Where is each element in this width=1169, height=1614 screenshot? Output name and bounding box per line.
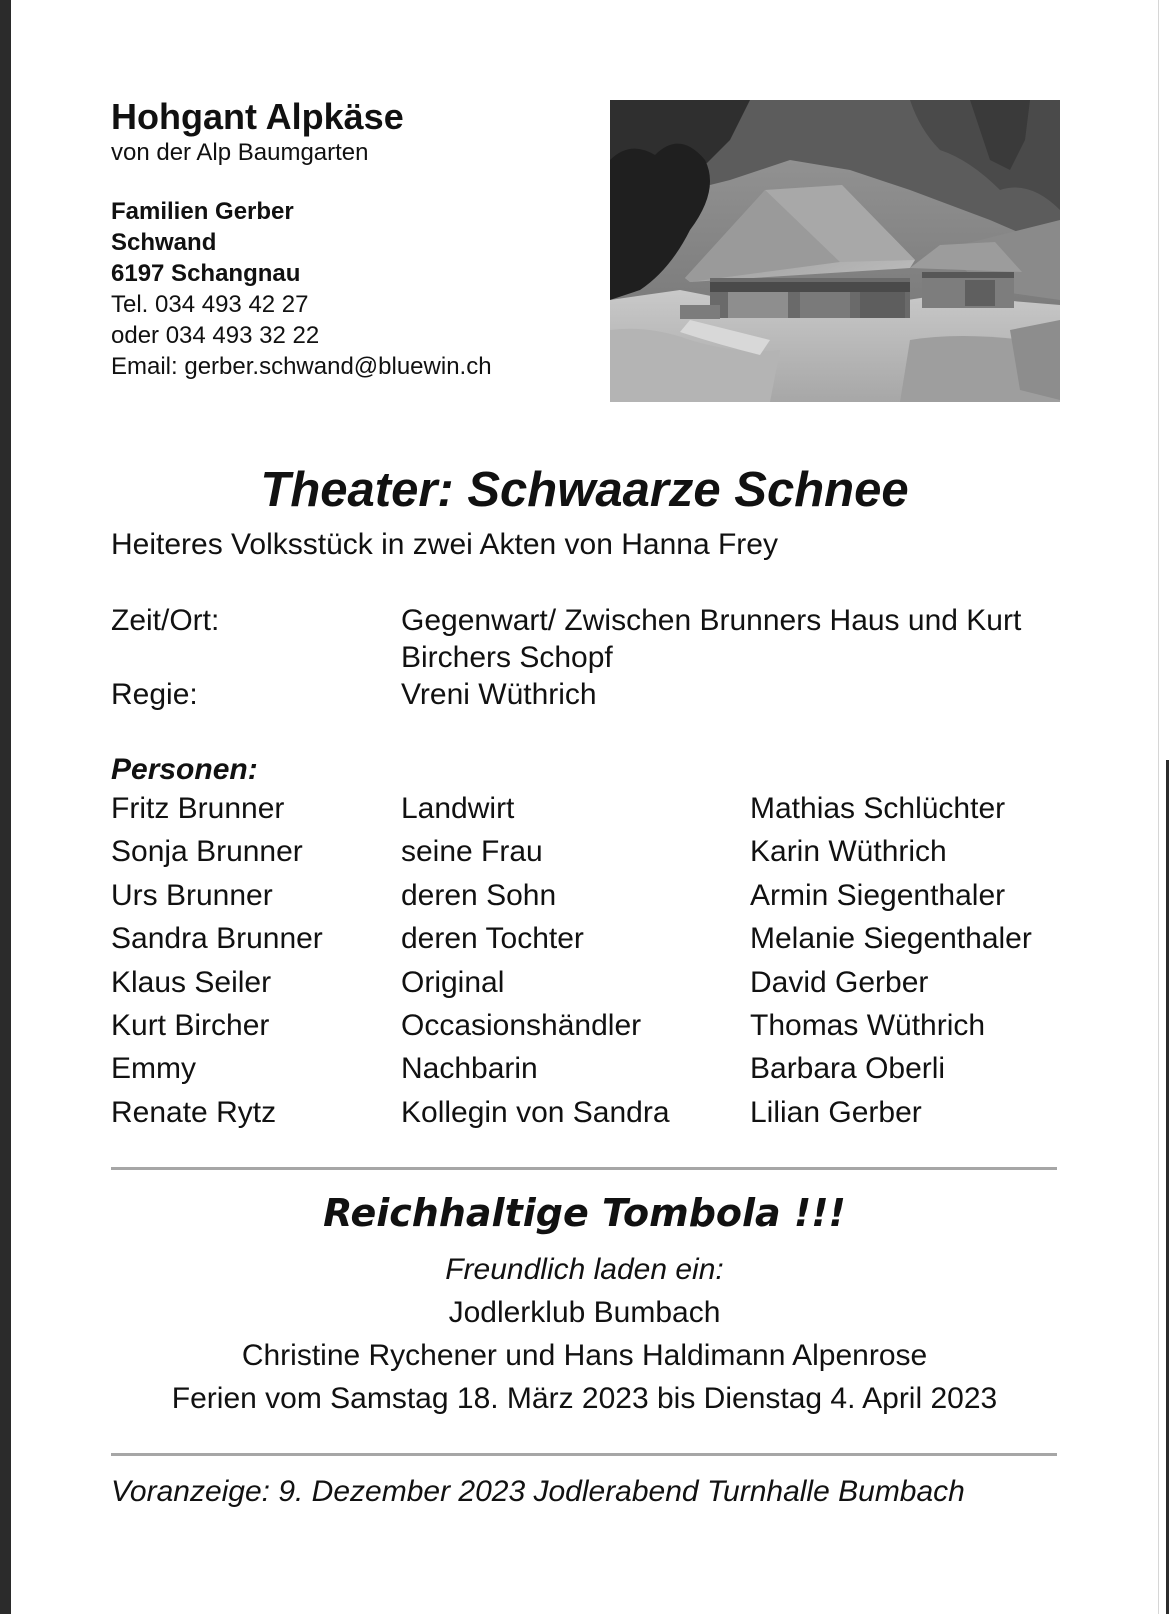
cast-character: Fritz Brunner: [111, 792, 285, 825]
cast-role: deren Sohn: [401, 878, 557, 912]
invitation-block: [0, 1248, 1169, 1420]
cast-row: [111, 1006, 1071, 1049]
header-subtitle: von der Alp Baumgarten: [111, 139, 369, 166]
cast-character: Klaus Seiler: [111, 965, 272, 999]
cast-role: Nachbarin: [401, 1052, 538, 1086]
invite-intro: Freundlich laden ein:: [445, 1253, 724, 1286]
cast-row: [111, 876, 1071, 919]
divider: [111, 1167, 1057, 1170]
info-row-zeit-ort: [111, 602, 1071, 676]
cast-row: [111, 1049, 1071, 1092]
header-title: Hohgant Alpkäse: [111, 96, 404, 137]
contact-block: [111, 96, 581, 382]
cast-role: Landwirt: [401, 792, 515, 825]
address-zip-city: 6197 Schangnau: [111, 260, 301, 287]
cast-character: Renate Rytz: [111, 1095, 277, 1129]
info-value: Gegenwart/ Zwischen Brunners Haus und Kurt Birchers Schopf: [401, 604, 1022, 674]
cast-row: [111, 919, 1071, 962]
cast-row: [111, 1093, 1071, 1136]
cast-row: [111, 789, 1071, 832]
cast-role: deren Tochter: [401, 922, 584, 956]
cast-actor: Armin Siegenthaler: [750, 878, 1006, 912]
cast-actor: Lilian Gerber: [750, 1095, 922, 1129]
invite-line: Christine Rychener und Hans Haldimann Alpenrose: [241, 1339, 928, 1372]
email-address: Email: gerber.schwand@bluewin.ch: [111, 353, 492, 380]
phone-secondary: oder 034 493 32 22: [111, 322, 320, 349]
divider: [111, 1453, 1057, 1456]
cast-row: [111, 963, 1071, 1006]
alp-hut-photo: [610, 100, 1060, 402]
info-value: Vreni Wüthrich: [401, 678, 597, 711]
cast-role: Occasionshändler: [401, 1008, 642, 1042]
play-info: [111, 602, 1071, 713]
info-label: Regie:: [111, 678, 198, 711]
cast-list: [111, 789, 1071, 1136]
cast-role: Original: [401, 965, 505, 999]
cast-role: Kollegin von Sandra: [401, 1095, 670, 1129]
theater-title: Theater: Schwaarze Schnee: [260, 463, 909, 517]
cast-actor: Mathias Schlüchter: [750, 792, 1006, 825]
cast-actor: Karin Wüthrich: [750, 835, 947, 869]
info-label: Zeit/Ort:: [111, 604, 220, 637]
invite-line: Jodlerklub Bumbach: [448, 1296, 721, 1329]
invite-line: Ferien vom Samstag 18. März 2023 bis Dienstag 4. April 2023: [171, 1382, 998, 1415]
cast-character: Sandra Brunner: [111, 922, 323, 956]
info-row-regie: [111, 676, 1071, 713]
address-family: Familien Gerber: [111, 198, 294, 225]
cast-character: Kurt Bircher: [111, 1008, 270, 1042]
cast-character: Sonja Brunner: [111, 835, 303, 869]
cast-actor: Barbara Oberli: [750, 1052, 946, 1086]
phone-primary: Tel. 034 493 42 27: [111, 291, 309, 318]
cast-actor: Thomas Wüthrich: [750, 1008, 986, 1042]
voranzeige-note: Voranzeige: 9. Dezember 2023 Jodlerabend Turnhalle Bumbach: [111, 1475, 965, 1508]
cast-actor: David Gerber: [750, 965, 929, 999]
personen-heading: Personen:: [111, 753, 258, 786]
cast-actor: Melanie Siegenthaler: [750, 922, 1032, 956]
tombola-heading: Reichhaltige Tombola !!!: [323, 1191, 846, 1235]
cast-character: Emmy: [111, 1052, 196, 1086]
cast-row: [111, 832, 1071, 875]
theater-subtitle: Heiteres Volksstück in zwei Akten von Hanna Frey: [111, 528, 778, 561]
cast-role: seine Frau: [401, 835, 543, 869]
address-place: Schwand: [111, 229, 217, 256]
cast-character: Urs Brunner: [111, 878, 273, 912]
